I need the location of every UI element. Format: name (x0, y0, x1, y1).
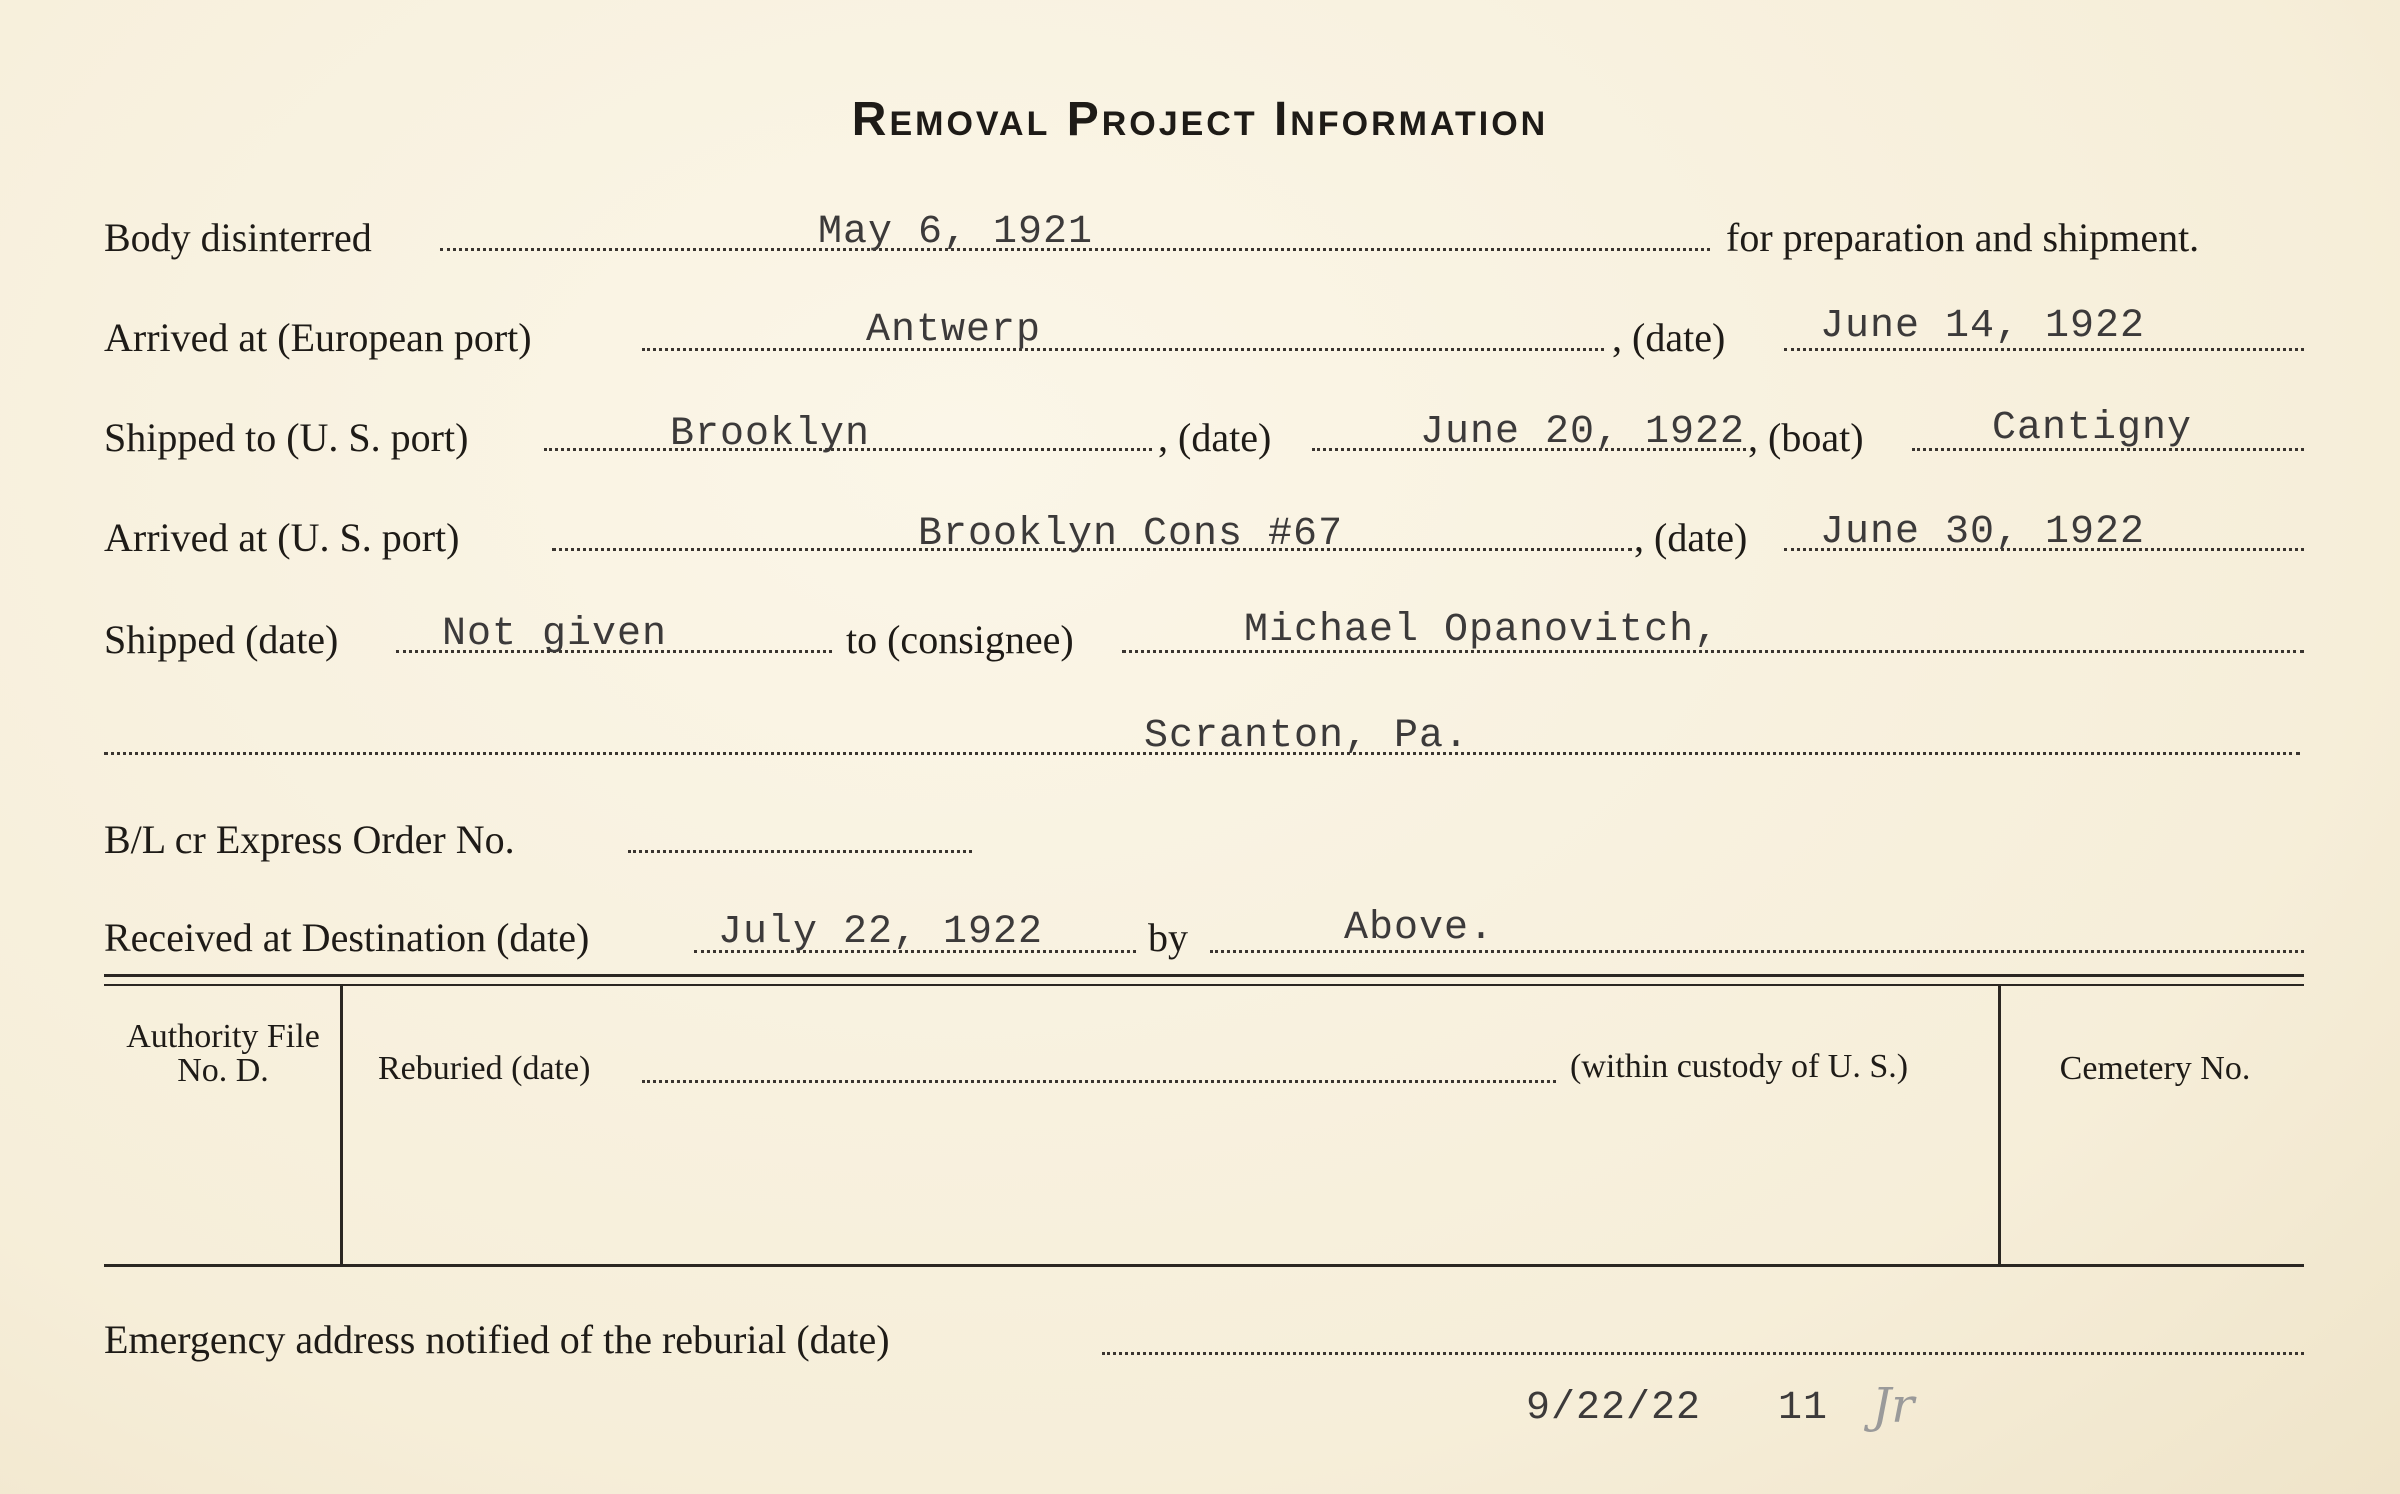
emergency-label: Emergency address notified of the reburial (date) (104, 1317, 890, 1362)
shipped-label: Shipped (date) (104, 617, 339, 662)
arrived-eu-value: Antwerp (866, 308, 1042, 353)
emergency-line (1102, 1352, 2304, 1355)
disinterred-value: May 6, 1921 (818, 210, 1094, 255)
arrived-eu-date-label: , (date) (1612, 315, 1726, 360)
arrived-us-label: Arrived at (U. S. port) (104, 515, 460, 560)
arrived-us-date-value: June 30, 1922 (1820, 510, 2146, 555)
arrived-eu-line (642, 348, 1604, 351)
shipped-us-label: Shipped to (U. S. port) (104, 415, 469, 460)
address-value: Scranton, Pa. (1144, 714, 1470, 759)
arrived-eu-label: Arrived at (European port) (104, 315, 532, 360)
cemetery-label: Cemetery No. (2059, 1050, 2251, 1087)
arrived-us-date-label: , (date) (1634, 515, 1748, 560)
box-bottom-rule (104, 1264, 2304, 1267)
reburied-line (642, 1080, 1556, 1083)
footer-code: 11 (1778, 1386, 1829, 1431)
bl-line (628, 850, 972, 853)
shipped-us-date-label: , (date) (1158, 415, 1272, 460)
disinterred-suffix: for preparation and shipment. (1726, 215, 2200, 260)
shipped-value: Not given (442, 612, 668, 657)
shipped-us-boat-value: Cantigny (1992, 406, 2193, 451)
authority-label: Authority File No. D. (126, 1018, 320, 1089)
custody-label: (within custody of U. S.) (1570, 1048, 1909, 1085)
footer-stamp: 9/22/22 (1526, 1386, 1702, 1431)
box-top-rule-1 (104, 974, 2304, 977)
consignee-value: Michael Opanovitch, (1244, 608, 1720, 653)
box-divider-right (1998, 986, 2001, 1264)
shipped-us-boat-label: , (boat) (1748, 415, 1864, 460)
received-value: July 22, 1922 (718, 910, 1044, 955)
reburied-label: Reburied (date) (378, 1050, 591, 1087)
bl-label: B/L cr Express Order No. (104, 817, 515, 862)
box-divider-left (340, 986, 343, 1264)
box-top-rule-2 (104, 984, 2304, 986)
card-title: Removal Project Information (851, 93, 1549, 146)
received-by-label: by (1148, 915, 1188, 960)
arrived-us-value: Brooklyn Cons #67 (918, 512, 1344, 557)
received-label: Received at Destination (date) (104, 915, 590, 960)
shipped-us-date-value: June 20, 1922 (1420, 410, 1746, 455)
arrived-eu-date-value: June 14, 1922 (1820, 304, 2146, 349)
received-by-value: Above. (1344, 906, 1495, 951)
disinterred-label: Body disinterred (104, 215, 372, 260)
footer-initials: Jr (1872, 1378, 1915, 1434)
consignee-label: to (consignee) (846, 617, 1074, 662)
shipped-us-value: Brooklyn (670, 412, 871, 457)
